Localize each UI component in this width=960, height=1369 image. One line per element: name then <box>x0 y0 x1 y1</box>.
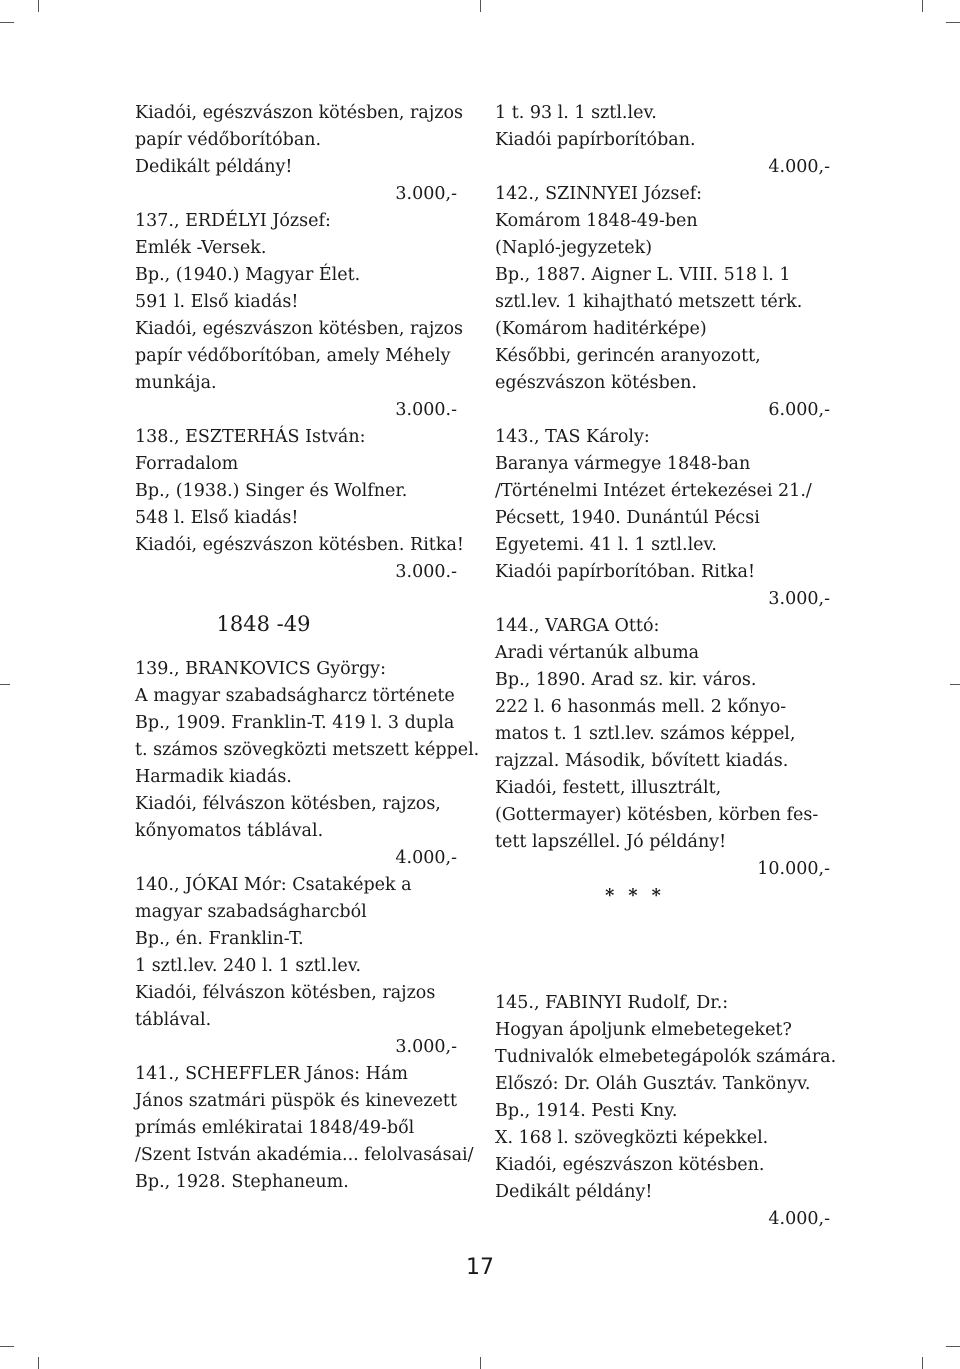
entry-line: Aradi vértanúk albuma <box>495 643 700 663</box>
entry-line: Tudnivalók elmebetegápolók számára. <box>495 1047 837 1067</box>
entry-line: t. számos szövegközti metszett képpel. <box>135 740 480 760</box>
entry-line: Komárom 1848-49-ben <box>495 211 698 231</box>
entry-title: 137., ERDÉLYI József: <box>135 211 331 231</box>
entry-line: papír védőborítóban, amely Méhely <box>135 346 451 366</box>
entry-price: 4.000,- <box>768 1209 830 1229</box>
spacer <box>495 910 830 990</box>
entry-141 <box>135 1061 474 1196</box>
entry-line: Kiadói, egészvászon kötésben. Ritka! <box>135 535 464 555</box>
entry-line: 1 sztl.lev. 240 l. 1 sztl.lev. <box>135 956 362 976</box>
crop-mark <box>922 0 923 12</box>
separator-asterisks: * * * <box>605 886 665 906</box>
crop-mark <box>0 1346 14 1347</box>
entry-line: Egyetemi. 41 l. 1 sztl.lev. <box>495 535 717 555</box>
entry-line: Kiadói, egészvászon kötésben. <box>495 1155 765 1175</box>
entry-intro <box>135 100 463 208</box>
entry-line: Kiadói, egészvászon kötésben, rajzos <box>135 319 463 339</box>
crop-mark <box>480 1357 481 1369</box>
entry-line: kőnyomatos táblával. <box>135 821 324 841</box>
entry-line: Pécsett, 1940. Dunántúl Pécsi <box>495 508 760 528</box>
entry-139 <box>135 656 480 872</box>
entry-price: 3.000,- <box>395 1037 457 1057</box>
entry-line: Forradalom <box>135 454 239 474</box>
entry-line: (Komárom haditérképe) <box>495 319 707 339</box>
entry-line: sztl.lev. 1 kihajtható metszett térk. <box>495 292 803 312</box>
entry-title: 142., SZINNYEI József: <box>495 184 703 204</box>
entry-line: 548 l. Első kiadás! <box>135 508 299 528</box>
entry-137 <box>135 208 463 424</box>
entry-line: Baranya vármegye 1848-ban <box>495 454 751 474</box>
entry-line: Kiadói, félvászon kötésben, rajzos <box>135 983 436 1003</box>
crop-mark <box>0 22 14 23</box>
entry-line: János szatmári püspök és kinevezett <box>135 1091 457 1111</box>
entry-price: 3.000.- <box>395 562 457 582</box>
entry-line: Későbbi, gerincén aranyozott, <box>495 346 761 366</box>
entry-price: 10.000,- <box>757 859 830 879</box>
entry-line: A magyar szabadságharcz története <box>135 686 455 706</box>
entry-line: Bp., (1940.) Magyar Élet. <box>135 265 361 285</box>
entry-price: 3.000.- <box>395 400 457 420</box>
entry-line: Harmadik kiadás. <box>135 767 292 787</box>
entry-line: Dedikált példány! <box>135 157 293 177</box>
entry-line: munkája. <box>135 373 217 393</box>
entry-145 <box>495 990 837 1233</box>
right-column <box>495 100 837 1233</box>
entry-line: rajzzal. Második, bővített kiadás. <box>495 751 789 771</box>
entry-line: Előszó: Dr. Oláh Gusztáv. Tankönyv. <box>495 1074 811 1094</box>
entry-price: 6.000,- <box>768 400 830 420</box>
entry-continuation <box>495 100 830 181</box>
entry-line: táblával. <box>135 1010 212 1030</box>
entry-price: 3.000,- <box>768 589 830 609</box>
entry-line: Hogyan ápoljunk elmebetegeket? <box>495 1020 792 1040</box>
entry-144 <box>495 613 830 883</box>
entry-142 <box>495 181 830 424</box>
entry-price: 4.000,- <box>395 848 457 868</box>
entry-line: Bp., 1887. Aigner L. VIII. 518 l. 1 <box>495 265 791 285</box>
entry-line: Kiadói papírborítóban. Ritka! <box>495 562 755 582</box>
entry-title: 140., JÓKAI Mór: Csataképek a <box>135 875 412 895</box>
entry-line: Kiadói, egészvászon kötésben, rajzos <box>135 103 463 123</box>
entry-138 <box>135 424 464 586</box>
entry-title: 141., SCHEFFLER János: Hám <box>135 1064 408 1084</box>
crop-mark <box>950 684 960 685</box>
crop-mark <box>922 1357 923 1369</box>
entry-line: papír védőborítóban. <box>135 130 322 150</box>
entry-line: Kiadói, félvászon kötésben, rajzos, <box>135 794 441 814</box>
entry-line: Bp., 1890. Arad sz. kir. város. <box>495 670 757 690</box>
crop-mark <box>0 684 10 685</box>
section-heading: 1848 -49 <box>216 612 311 636</box>
entry-line: Emlék -Versek. <box>135 238 267 258</box>
entry-line: Bp., 1928. Stephaneum. <box>135 1172 349 1192</box>
entry-140 <box>135 872 457 1061</box>
left-column <box>135 100 480 1196</box>
page-number: 17 <box>466 1255 494 1280</box>
entry-line: X. 168 l. szövegközti képekkel. <box>495 1128 769 1148</box>
entry-title: 144., VARGA Ottó: <box>495 616 660 636</box>
crop-mark <box>38 1357 39 1369</box>
entry-line: tett lapszéllel. Jó példány! <box>495 832 727 852</box>
entry-line: Bp., én. Franklin-T. <box>135 929 304 949</box>
entry-143 <box>495 424 830 613</box>
crop-mark <box>480 0 481 12</box>
entry-title: 139., BRANKOVICS György: <box>135 659 386 679</box>
entry-line: matos t. 1 sztl.lev. számos képpel, <box>495 724 796 744</box>
entry-line: (Gottermayer) kötésben, körben fes- <box>495 805 819 825</box>
crop-mark <box>946 1346 960 1347</box>
entry-line: 222 l. 6 hasonmás mell. 2 kőnyo- <box>495 697 787 717</box>
entry-line: egészvászon kötésben. <box>495 373 697 393</box>
crop-mark <box>946 22 960 23</box>
entry-line: magyar szabadságharcból <box>135 902 367 922</box>
entry-line: /Szent István akadémia... felolvasásai/ <box>135 1145 474 1165</box>
entry-price: 4.000,- <box>768 157 830 177</box>
entry-line: Kiadói, festett, illusztrált, <box>495 778 722 798</box>
entry-line: Bp., (1938.) Singer és Wolfner. <box>135 481 408 501</box>
entry-line: Dedikált példány! <box>495 1182 653 1202</box>
entry-title: 138., ESZTERHÁS István: <box>135 427 366 447</box>
entry-title: 143., TAS Károly: <box>495 427 650 447</box>
entry-line: 591 l. Első kiadás! <box>135 292 299 312</box>
entry-title: 145., FABINYI Rudolf, Dr.: <box>495 993 729 1013</box>
entry-price: 3.000,- <box>395 184 457 204</box>
entry-line: prímás emlékiratai 1848/49-ből <box>135 1118 415 1138</box>
entry-line: 1 t. 93 l. 1 sztl.lev. <box>495 103 657 123</box>
entry-line: Bp., 1909. Franklin-T. 419 l. 3 dupla <box>135 713 455 733</box>
crop-mark <box>38 0 39 12</box>
entry-line: (Napló-jegyzetek) <box>495 238 653 258</box>
entry-line: /Történelmi Intézet értekezései 21./ <box>495 481 812 501</box>
entry-line: Kiadói papírborítóban. <box>495 130 696 150</box>
entry-line: Bp., 1914. Pesti Kny. <box>495 1101 678 1121</box>
